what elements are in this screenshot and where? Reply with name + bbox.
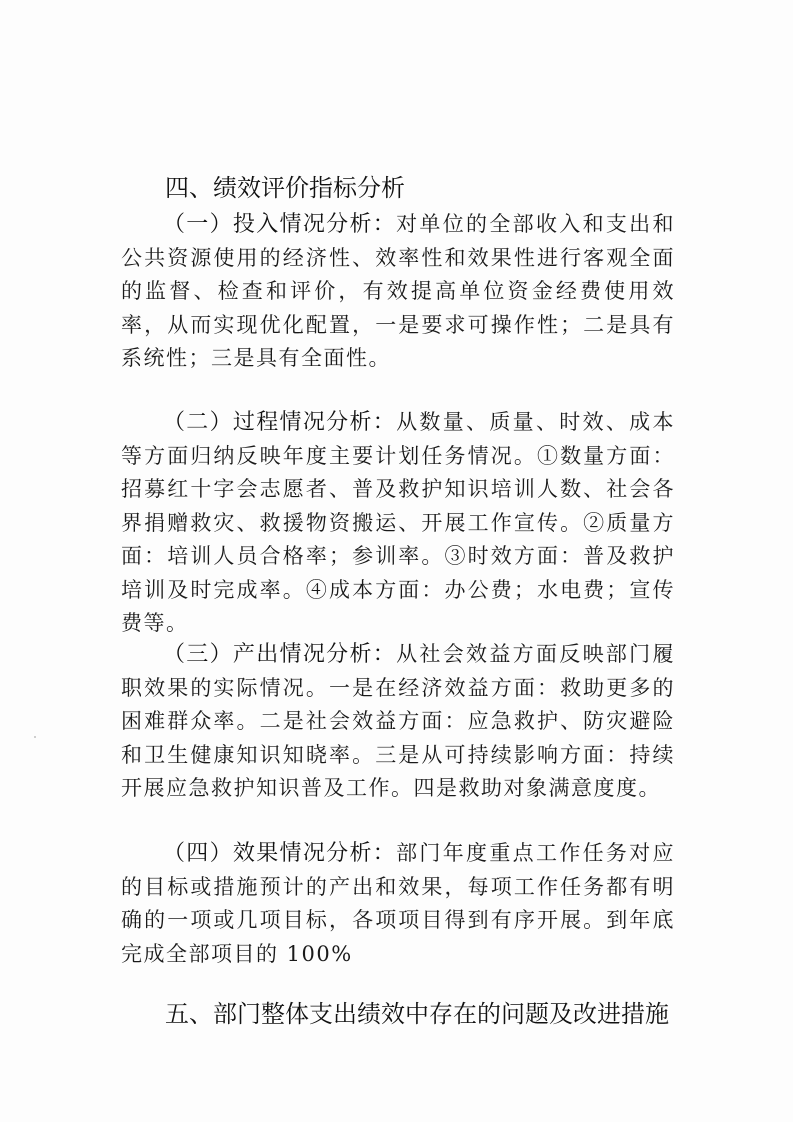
- paragraph-output-analysis: [121, 638, 675, 806]
- paragraph-body: 部门年度重点工作任务对应的目标或措施预计的产出和效果，每项工作任务都有明确的一项或几项目标，各项项目得到有序开展。到年底完成全部项目的 100%: [121, 841, 675, 966]
- paragraph-lead: （二）过程情况分析：: [163, 410, 397, 435]
- paragraph-effect-analysis: [121, 837, 675, 971]
- paragraph-lead: （三）产出情况分析：: [163, 642, 397, 667]
- paragraph-lead: （四）效果情况分析：: [163, 841, 397, 866]
- paragraph-body: 从数量、质量、时效、成本等方面归纳反映年度主要计划任务情况。①数量方面：招募红十字会志愿者、普及救护知识培训人数、社会各界捐赠救灾、救援物资搬运、开展工作宣传。②质量方面：培训人员合格率；参训率。③时效方面：普及救护培训及时完成率。④成本方面：办公费；水电费；宣传费等。: [121, 410, 675, 635]
- scan-speck: [34, 736, 36, 738]
- paragraph-body: 从社会效益方面反映部门履职效果的实际情况。一是在经济效益方面：救助更多的困难群众率。二是社会效益方面：应急救护、防灾避险和卫生健康知识知晓率。三是从可持续影响方面：持续开展应急救护知识普及工作。四是救助对象满意度度。: [121, 642, 675, 800]
- paragraph-process-analysis: [121, 406, 675, 641]
- paragraph-body: 对单位的全部收入和支出和公共资源使用的经济性、效率性和效果性进行客观全面的监督、检查和评价，有效提高单位资金经费使用效率，从而实现优化配置，一是要求可操作性；二是具有系统性；三是具有全面性。: [121, 212, 675, 370]
- paragraph-input-analysis: [121, 208, 675, 376]
- section-heading-4: 四、绩效评价指标分析: [165, 174, 405, 202]
- section-heading-5: 五、部门整体支出绩效中存在的问题及改进措施: [165, 1000, 669, 1028]
- paragraph-lead: （一）投入情况分析：: [163, 212, 397, 237]
